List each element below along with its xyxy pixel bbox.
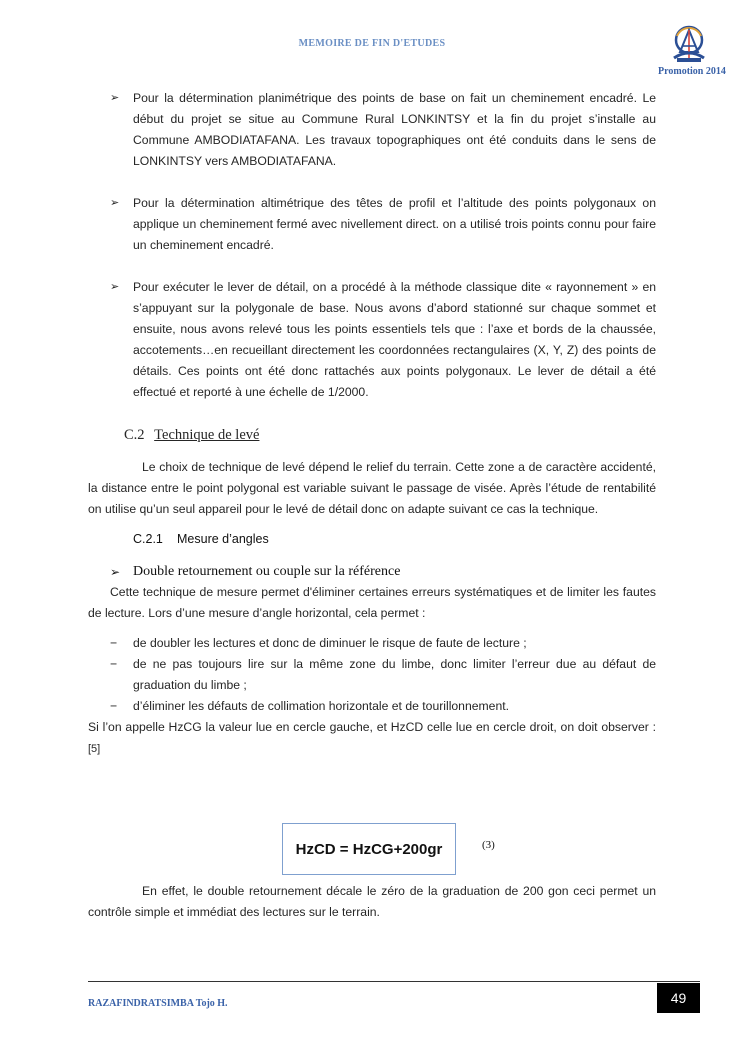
bullet-planimetry [88, 88, 656, 172]
section-paragraph [88, 457, 656, 520]
bullet-text: Pour exécuter le lever de détail, on a procédé à la méthode classique dite « rayonnement » en s’appuyant sur la polygonale de base. Nous avons d’abord stationné sur chaque sommet et ensuite, nous avons relevé tous les points essentiels tels que : l’axe et bords de la chaussée, accotements…en recueillant directement les coordonnées rectangulaires (X, Y, Z) des points de détails. Ces points ont été donc rattachés aux points polygonaux. Le lever de détail a été effectué et reporté à une échelle de 1/2000. [133, 280, 656, 399]
dash-list [88, 633, 656, 717]
bullet-text: Pour la détermination altimétrique des têtes de profil et l’altitude des points polygonaux on applique un cheminement fermé avec nivellement direct. on a utilisé trois points connu pour faire un cheminement encadré. [133, 196, 656, 252]
section-title: Technique de levé [154, 427, 260, 443]
method-paragraph [88, 582, 656, 624]
subsection-heading [88, 528, 656, 550]
arrow-bullet-icon: ➢ [110, 281, 120, 293]
list-item [88, 696, 656, 717]
citation-reference: [5] [88, 743, 101, 755]
footer-author: RAZAFINDRATSIMBA Tojo H. [88, 998, 228, 1009]
formula-text: HzCD = HzCG+200gr [295, 840, 443, 858]
section-number: C.2 [124, 427, 145, 443]
list-item [88, 654, 656, 696]
final-paragraph-text: En effet, le double retournement décale le zéro de la graduation de 200 gon ceci permet un contrôle simple et immédiat des lectures sur le terrain. [88, 884, 656, 919]
page-number: 49 [657, 983, 700, 1013]
list-item-text: de ne pas toujours lire sur la même zone du limbe, donc limiter l’erreur due au défaut de graduation du limbe ; [133, 657, 656, 692]
method-bullet [88, 562, 656, 582]
header-title: MEMOIRE DE FIN D'ETUDES [298, 38, 446, 49]
bullet-detail-survey [88, 277, 656, 403]
school-logo-icon [668, 24, 710, 64]
bullet-text: Pour la détermination planimétrique des points de base on fait un cheminement encadré. Le début du projet se situe au Commune Rural LONKINTSY et la fin du projet s’installe au Commune AMBODIATAFANA. Les travaux topographiques ont été conduits dans le sens de LONKINTSY vers AMBODIATAFANA. [133, 91, 656, 168]
section-paragraph-text: Le choix de technique de levé dépend le relief du terrain. Cette zone a de caractère accidenté, la distance entre le point polygonal est variable suivant le passage de visée. Après l’étude de rentabilité on utilise qu’un seul appareil pour le levé de détail donc on adapte suivant ce cas la technique. [88, 460, 656, 516]
arrow-bullet-icon: ➢ [110, 197, 120, 209]
list-item [88, 633, 656, 654]
method-bullet-text: Double retournement ou couple sur la référence [133, 564, 401, 579]
observation-paragraph [88, 717, 656, 760]
method-paragraph-text: Cette technique de mesure permet d'éliminer certaines erreurs systématiques et de limiter les fautes de lecture. Lors d’une mesure d’angle horizontal, cela permet : [88, 585, 656, 620]
dash-bullet-icon: − [110, 699, 118, 713]
final-paragraph [88, 881, 656, 923]
bullet-altimetry [88, 193, 656, 256]
formula-box [282, 823, 456, 875]
list-item-text: d’éliminer les défauts de collimation horizontale et de tourillonnement. [133, 699, 509, 713]
arrow-bullet-icon: ➢ [110, 565, 121, 579]
arrow-bullet-icon: ➢ [110, 92, 120, 104]
dash-bullet-icon: − [110, 636, 118, 650]
list-item-text: de doubler les lectures et donc de diminuer le risque de faute de lecture ; [133, 636, 527, 650]
promotion-label: Promotion 2014 [658, 66, 726, 77]
observation-text: Si l’on appelle HzCG la valeur lue en cercle gauche, et HzCD celle lue en cercle droit, on doit observer : [88, 720, 656, 734]
equation-number: (3) [482, 839, 495, 851]
subsection-title: Mesure d’angles [177, 532, 269, 546]
footer-divider [88, 981, 700, 982]
section-heading [88, 425, 656, 445]
subsection-number: C.2.1 [133, 532, 163, 546]
page-content [88, 88, 656, 760]
dash-bullet-icon: − [110, 657, 118, 671]
